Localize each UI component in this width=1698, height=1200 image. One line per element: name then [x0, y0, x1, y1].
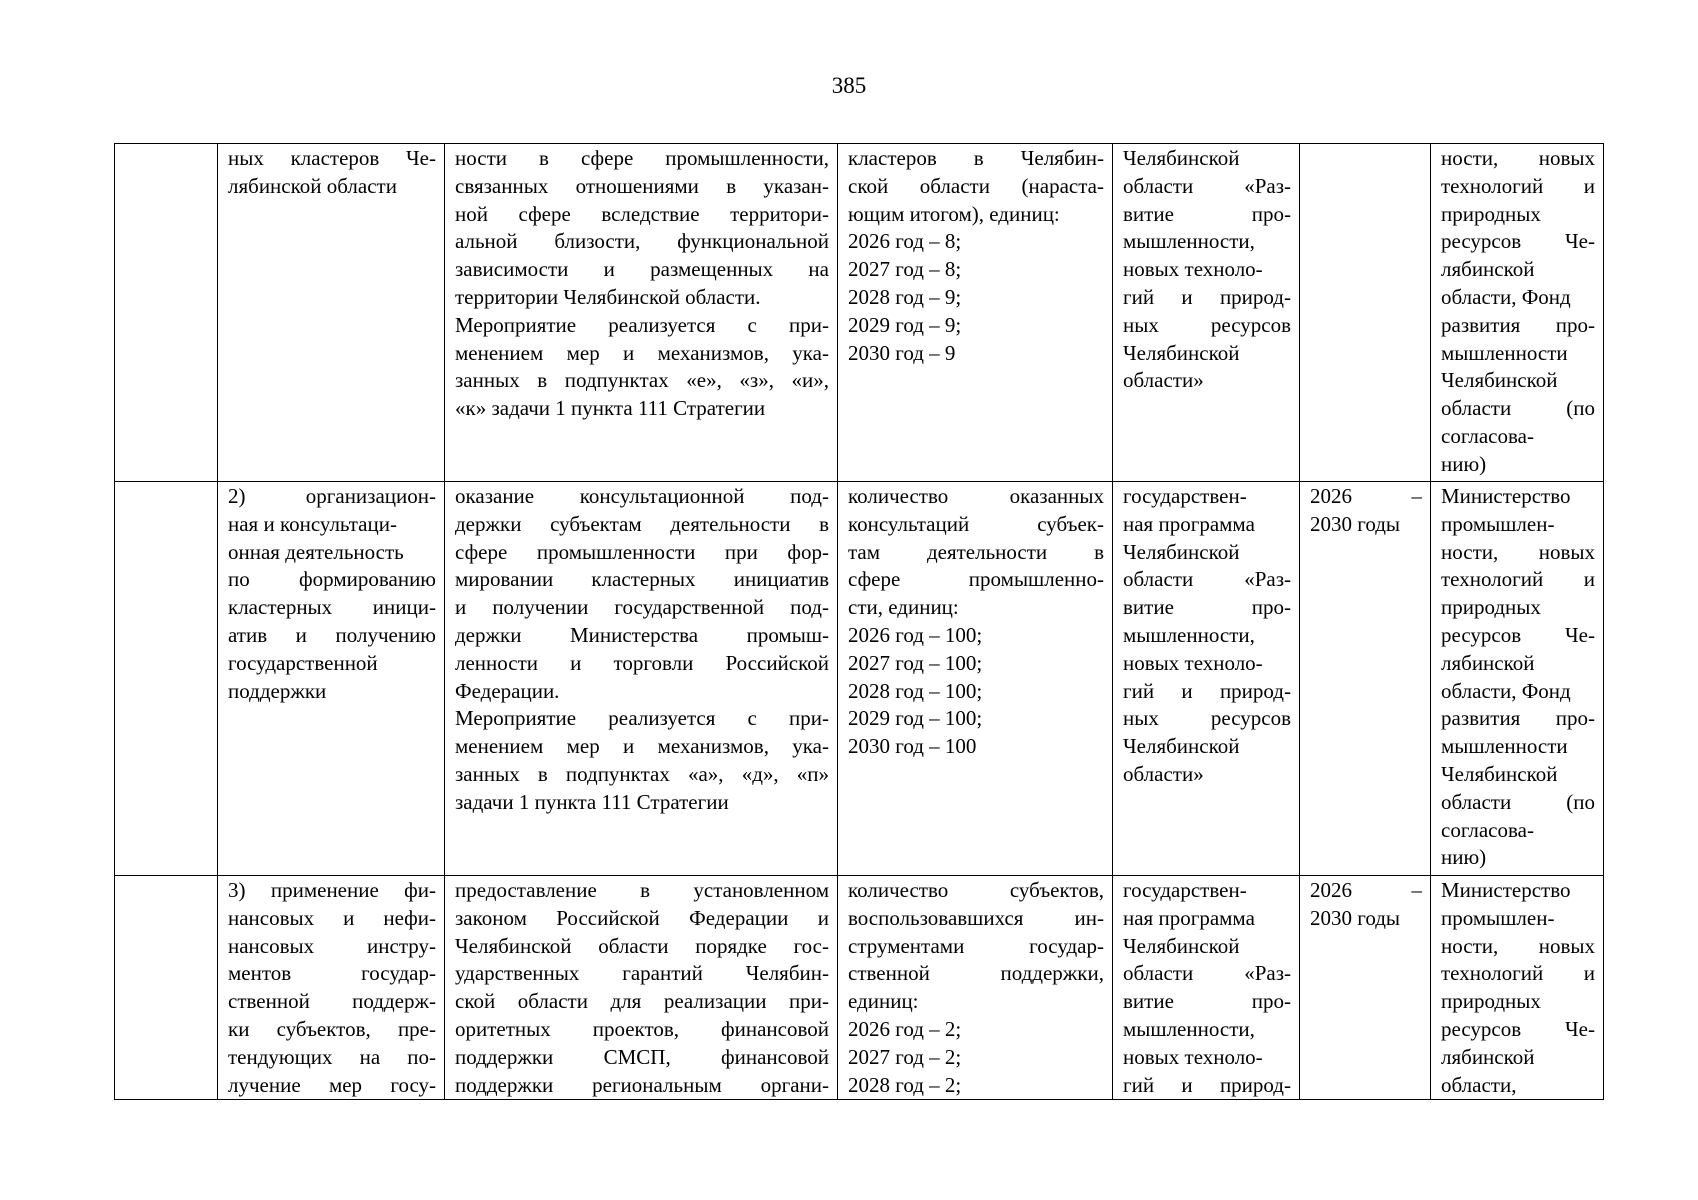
program-cell	[1113, 144, 1300, 482]
text-line: атив и получению	[228, 622, 436, 647]
text-line: области»	[1123, 368, 1204, 393]
responsible-cell	[1431, 482, 1604, 876]
text-line: согласова-	[1441, 817, 1534, 842]
text-line: 3) применение фи-	[228, 878, 436, 902]
text-line: онная деятельность	[228, 539, 404, 564]
text-line: промышлен-	[1441, 905, 1555, 930]
table-row	[115, 144, 1604, 482]
text-line: лябинской области	[228, 173, 397, 198]
text-line: области «Раз-	[1123, 961, 1291, 986]
text-line: занных в подпунктах «а», «д», «п»	[455, 761, 829, 786]
text-line: ки субъектов, пре-	[228, 1016, 436, 1041]
text-line: 2026 год – 2;	[848, 1016, 962, 1041]
text-line: природных	[1441, 595, 1541, 620]
text-line: гий и природ-	[1123, 284, 1291, 309]
text-line: мышленности,	[1123, 229, 1255, 254]
measures-table	[114, 143, 1604, 1100]
text-line: технологий и	[1441, 961, 1595, 986]
text-line: ная программа	[1123, 511, 1255, 536]
text-line: развития про-	[1441, 312, 1595, 337]
text-line: ности, новых	[1441, 933, 1595, 958]
text-line: сти, единиц:	[848, 595, 959, 620]
text-line: развития про-	[1441, 706, 1595, 731]
text-line: нансовых и нефи-	[228, 905, 436, 930]
text-line: ресурсов Че-	[1441, 622, 1595, 647]
text-line: ной сфере вследствие территори-	[455, 201, 829, 226]
page-number: 385	[831, 73, 867, 98]
text-line: занных в подпунктах «е», «з», «и»,	[455, 368, 829, 393]
text-line: технологий и	[1441, 567, 1595, 592]
text-line: нию)	[1441, 845, 1487, 870]
text-line: природных	[1441, 989, 1541, 1014]
text-line: ской области (нараста-	[848, 173, 1104, 198]
text-line: Федерации.	[455, 678, 560, 703]
text-line: 2030 годы	[1310, 511, 1401, 536]
text-line: держки субъектам деятельности в	[455, 511, 829, 536]
text-line: лучение мер госу-	[228, 1072, 436, 1097]
number-cell	[115, 482, 218, 876]
period-cell	[1300, 876, 1431, 1100]
measure-name-cell	[218, 144, 445, 482]
table-row	[115, 482, 1604, 876]
text-line: Мероприятие реализуется с при-	[455, 706, 829, 731]
text-line: технологий и	[1441, 173, 1595, 198]
text-line: промышлен-	[1441, 511, 1555, 536]
text-line: мышленности,	[1123, 1016, 1255, 1041]
number-cell	[115, 876, 218, 1100]
measure-content-cell	[445, 482, 838, 876]
text-line: ная программа	[1123, 905, 1255, 930]
text-line: Челябинской	[1123, 146, 1240, 170]
text-line: 2026 год – 8;	[848, 229, 962, 254]
text-line: консультаций субъек-	[848, 511, 1104, 536]
text-line: области,	[1441, 1072, 1517, 1097]
text-line: Министерство	[1441, 484, 1571, 508]
text-line: предоставление в установленном	[455, 878, 829, 902]
text-line: ная и консультаци-	[228, 511, 397, 536]
text-line: ментов государ-	[228, 961, 436, 986]
text-line: единиц:	[848, 989, 919, 1014]
text-line: 2029 год – 100;	[848, 706, 983, 731]
text-line: государственной	[228, 650, 378, 675]
text-line: гий и природ-	[1123, 678, 1291, 703]
responsible-cell	[1431, 144, 1604, 482]
text-line: государствен-	[1123, 878, 1247, 902]
program-cell	[1113, 876, 1300, 1100]
text-line: ресурсов Че-	[1441, 1016, 1595, 1041]
text-line: ющим итогом), единиц:	[848, 201, 1060, 226]
measure-content-cell	[445, 144, 838, 482]
text-line: зависимости и размещенных на	[455, 257, 829, 282]
text-line: новых техноло-	[1123, 1044, 1263, 1069]
text-line: «к» задачи 1 пункта 111 Стратегии	[455, 396, 766, 421]
text-line: Министерство	[1441, 878, 1571, 902]
responsible-cell	[1431, 876, 1604, 1100]
text-line: 2026 –	[1310, 484, 1422, 508]
text-line: ударственных гарантий Челябин-	[455, 961, 829, 986]
text-line: ных ресурсов	[1123, 706, 1291, 731]
program-cell	[1113, 482, 1300, 876]
text-line: новых техноло-	[1123, 257, 1263, 282]
text-line: лябинской	[1441, 257, 1535, 282]
text-line: Челябинской	[1441, 761, 1558, 786]
text-line: поддержки региональным органи-	[455, 1072, 829, 1097]
text-line: государствен-	[1123, 484, 1247, 508]
text-line: новых техноло-	[1123, 650, 1263, 675]
text-line: 2030 год – 100	[848, 734, 977, 759]
text-line: Мероприятие реализуется с при-	[455, 312, 829, 337]
text-line: области «Раз-	[1123, 173, 1291, 198]
text-line: 2028 год – 2;	[848, 1072, 962, 1097]
text-line: Челябинской	[1123, 933, 1240, 958]
text-line: 2030 годы	[1310, 905, 1401, 930]
indicator-cell	[838, 482, 1113, 876]
text-line: мышленности,	[1123, 622, 1255, 647]
text-line: держки Министерства промыш-	[455, 622, 829, 647]
text-line: тендующих на по-	[228, 1044, 436, 1069]
text-line: сфере промышленности при фор-	[455, 539, 829, 564]
text-line: области (по	[1441, 789, 1595, 814]
text-line: ленности и торговли Российской	[455, 650, 829, 675]
text-line: кластеров в Челябин-	[848, 146, 1104, 170]
period-cell	[1300, 482, 1431, 876]
text-line: 2029 год – 9;	[848, 312, 962, 337]
text-line: 2026 год – 100;	[848, 622, 983, 647]
text-line: согласова-	[1441, 423, 1534, 448]
text-line: кластерных иници-	[228, 595, 436, 620]
indicator-cell	[838, 144, 1113, 482]
text-line: природных	[1441, 201, 1541, 226]
text-line: Челябинской	[1123, 340, 1240, 365]
text-line: 2028 год – 9;	[848, 284, 962, 309]
text-line: лябинской	[1441, 1044, 1535, 1069]
text-line: 2027 год – 100;	[848, 650, 983, 675]
text-line: ственной поддерж-	[228, 989, 436, 1014]
text-line: сфере промышленно-	[848, 567, 1104, 592]
text-line: нию)	[1441, 451, 1487, 476]
measure-name-cell	[218, 482, 445, 876]
text-line: поддержки	[228, 678, 327, 703]
text-line: связанных отношениями в указан-	[455, 173, 829, 198]
text-line: лябинской	[1441, 650, 1535, 675]
text-line: ных ресурсов	[1123, 312, 1291, 337]
text-line: ской области для реализации при-	[455, 989, 829, 1014]
text-line: законом Российской Федерации и	[455, 905, 829, 930]
text-line: территории Челябинской области.	[455, 284, 761, 309]
text-line: задачи 1 пункта 111 Стратегии	[455, 789, 729, 814]
text-line: 2027 год – 8;	[848, 257, 962, 282]
text-line: Челябинской	[1441, 368, 1558, 393]
text-line: Челябинской области порядке гос-	[455, 933, 829, 958]
text-line: поддержки СМСП, финансовой	[455, 1044, 829, 1069]
text-line: мышленности	[1441, 734, 1568, 759]
text-line: струментами государ-	[848, 933, 1104, 958]
text-line: количество оказанных	[848, 484, 1104, 508]
text-line: мировании кластерных инициатив	[455, 567, 829, 592]
text-line: и получении государственной под-	[455, 595, 829, 620]
text-line: по формированию	[228, 567, 436, 592]
text-line: витие про-	[1123, 989, 1291, 1014]
text-line: оритетных проектов, финансовой	[455, 1016, 829, 1041]
text-line: Челябинской	[1123, 539, 1240, 564]
text-line: ности в сфере промышленности,	[455, 146, 829, 170]
text-line: оказание консультационной под-	[455, 484, 829, 508]
measure-name-cell	[218, 876, 445, 1100]
text-line: альной близости, функциональной	[455, 229, 829, 254]
text-line: области»	[1123, 761, 1204, 786]
text-line: ственной поддержки,	[848, 961, 1104, 986]
text-line: менением мер и механизмов, ука-	[455, 734, 829, 759]
text-line: области, Фонд	[1441, 284, 1571, 309]
text-line: области «Раз-	[1123, 567, 1291, 592]
text-line: ности, новых	[1441, 146, 1595, 170]
text-line: витие про-	[1123, 201, 1291, 226]
measure-content-cell	[445, 876, 838, 1100]
text-line: витие про-	[1123, 595, 1291, 620]
text-line: ности, новых	[1441, 539, 1595, 564]
text-line: гий и природ-	[1123, 1072, 1291, 1097]
text-line: 2027 год – 2;	[848, 1044, 962, 1069]
text-line: 2) организацион-	[228, 484, 436, 508]
table-row	[115, 876, 1604, 1100]
text-line: нансовых инстру-	[228, 933, 436, 958]
text-line: 2030 год – 9	[848, 340, 956, 365]
text-line: менением мер и механизмов, ука-	[455, 340, 829, 365]
text-line: воспользовавшихся ин-	[848, 905, 1104, 930]
text-line: 2026 –	[1310, 878, 1422, 902]
text-line: ных кластеров Че-	[228, 146, 436, 170]
text-line: ресурсов Че-	[1441, 229, 1595, 254]
text-line: количество субъектов,	[848, 878, 1104, 902]
text-line: области, Фонд	[1441, 678, 1571, 703]
text-line: мышленности	[1441, 340, 1568, 365]
text-line: 2028 год – 100;	[848, 678, 983, 703]
text-line: Челябинской	[1123, 734, 1240, 759]
text-line: там деятельности в	[848, 539, 1104, 564]
indicator-cell	[838, 876, 1113, 1100]
period-cell	[1300, 144, 1431, 482]
text-line: области (по	[1441, 396, 1595, 421]
number-cell	[115, 144, 218, 482]
